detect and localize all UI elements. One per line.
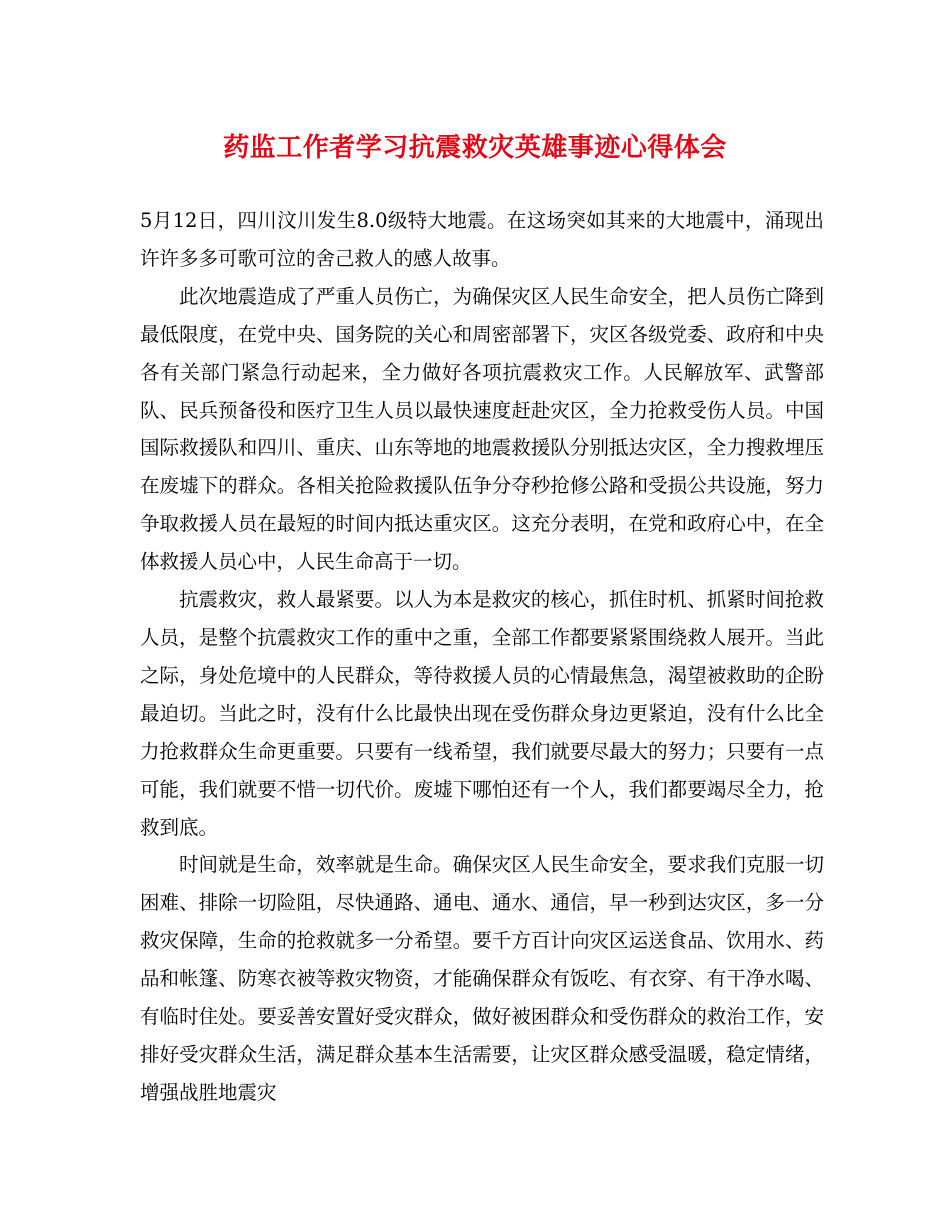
- paragraph-time-is-life: 时间就是生命，效率就是生命。确保灾区人民生命安全，要求我们克服一切困难、排除一切险阻，尽快通路、通电、通水、通信，早一秒到达灾区，多一分救灾保障，生命的抢救就多一分希望。要千方百计向灾区运送食品、饮用水、药品和帐篷、防寒衣被等救灾物资，才能确保群众有饭吃、有衣穿、有干净水喝、有临时住处。要妥善安置好受灾群众，做好被困群众和受伤群众的救治工作，安排好受灾群众生活，满足群众基本生活需要，让灾区群众感受温暖，稳定情绪，增强战胜地震灾: [140, 853, 824, 1104]
- paragraph-intro: 5月12日，四川汶川发生8.0级特大地震。在这场突如其来的大地震中，涌现出许许多多可歌可泣的舍己救人的感人故事。: [140, 209, 824, 270]
- document-body: [140, 202, 824, 1112]
- paragraph-casualties: 此次地震造成了严重人员伤亡，为确保灾区人民生命安全，把人员伤亡降到最低限度，在党中央、国务院的关心和周密部署下，灾区各级党委、政府和中央各有关部门紧急行动起来，全力做好各项抗震救灾工作。人民解放军、武警部队、民兵预备役和医疗卫生人员以最快速度赶赴灾区，全力抢救受伤人员。中国国际救援队和四川、重庆、山东等地的地震救援队分别抵达灾区，全力搜救埋压在废墟下的群众。各相关抢险救援队伍争分夺秒抢修公路和受损公共设施，努力争取救援人员在最短的时间内抵达重灾区。这充分表明，在党和政府心中，在全体救援人员心中，人民生命高于一切。: [140, 284, 824, 574]
- document-title: 药监工作者学习抗震救灾英雄事迹心得体会: [223, 133, 727, 163]
- paragraph-rescue-priority: 抗震救灾，救人最紧要。以人为本是救灾的核心，抓住时机、抓紧时间抢救人员，是整个抗震救灾工作的重中之重，全部工作都要紧紧围绕救人展开。当此之际，身处危境中的人民群众，等待救援人员的心情最焦急，渴望被救助的企盼最迫切。当此之时，没有什么比最快出现在受伤群众身边更紧迫，没有什么比全力抢救群众生命更重要。只要有一线希望，我们就要尽最大的努力；只要有一点可能，我们就要不惜一切代价。废墟下哪怕还有一个人，我们都要竭尽全力，抢救到底。: [140, 588, 824, 839]
